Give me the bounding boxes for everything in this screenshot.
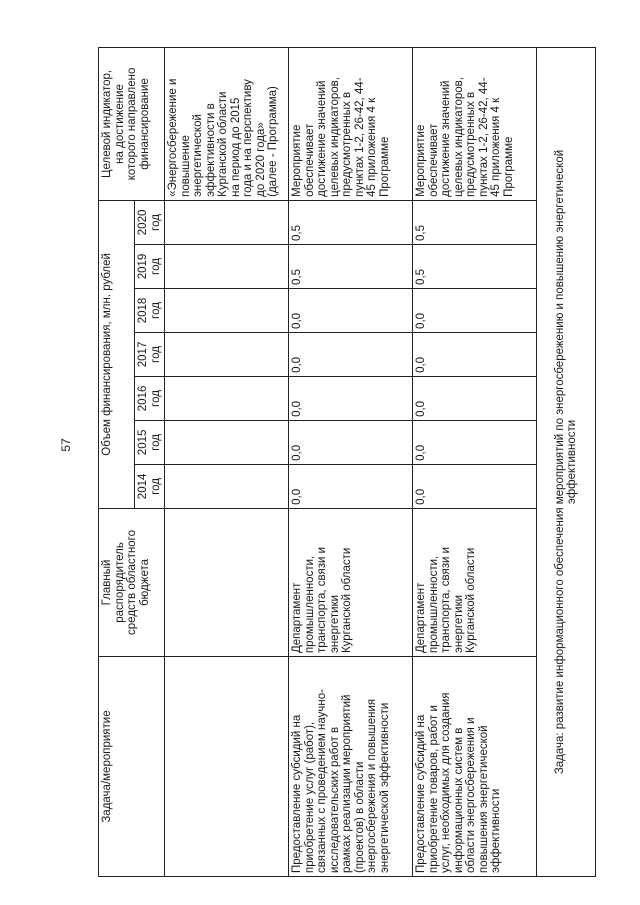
header-year: 2014 год <box>135 464 165 508</box>
funding-value: 0,0 <box>289 376 413 420</box>
funding-value: 0,0 <box>413 332 537 376</box>
task-text: Предоставление субсидий на приобретение услуг (работ), связанных с проведением научно- исследовательских работ в рамках реализации мероприятий (проектов) в области энергосбережения и повышения энергетической эффективности <box>289 657 413 877</box>
rotated-page-content <box>98 47 596 877</box>
funding-value: 0,0 <box>413 376 537 420</box>
funding-value: 0,5 <box>289 244 413 288</box>
table-row <box>413 48 537 877</box>
header-funding: Объем финансирования, млн. рублей <box>99 200 135 508</box>
target-text: Мероприятие обеспечивает достижение значений целевых индикаторов, предусмотренных в пунктах 1-2, 26-42, 44- 45 приложения 4 к Программе <box>413 48 537 201</box>
task-text: Предоставление субсидий на приобретение товаров, работ и услуг, необходимых для создания информационных систем в области энергосбережения и повышения энергетической эффективности <box>413 657 537 877</box>
funding-value: 0,5 <box>289 200 413 244</box>
funding-value: 0,0 <box>289 288 413 332</box>
manager-text: Департамент промышленности, транспорта, связи и энергетики Курганской области <box>289 508 413 656</box>
section-row <box>537 48 596 877</box>
header-year: 2018 год <box>135 288 165 332</box>
header-year: 2020 год <box>135 200 165 244</box>
header-target: Целевой индикатор, на достижение которого направлено финансирование <box>99 48 165 201</box>
header-year: 2017 год <box>135 332 165 376</box>
header-year: 2016 год <box>135 376 165 420</box>
table-row <box>165 48 289 877</box>
first-target-text: «Энергосбережение и повышение энергетической эффективности в Курганской области на период до 2015 года и на перспективу до 2020 года» (далее - Программа) <box>165 48 289 201</box>
funding-value: 0,5 <box>413 200 537 244</box>
table-row <box>289 48 413 877</box>
funding-value: 0,0 <box>413 464 537 508</box>
section-task-text: Задача: развитие информационного обеспечения мероприятий по энергосбережению и повышению энергетической эффективности <box>537 48 596 877</box>
funding-value: 0,0 <box>289 332 413 376</box>
manager-text: Департамент промышленности, транспорта, связи и энергетики Курганской области <box>413 508 537 656</box>
funding-value: 0,5 <box>413 244 537 288</box>
page-number: 57 <box>59 438 73 452</box>
header-manager: Главный распорядитель средств областного бюджета <box>99 508 165 656</box>
target-text: Мероприятие обеспечивает достижение значений целевых индикаторов, предусмотренных в пунктах 1-2, 26-42, 44- 45 приложения 4 к Программе <box>289 48 413 201</box>
header-year: 2015 год <box>135 420 165 464</box>
header-year: 2019 год <box>135 244 165 288</box>
funding-value: 0,0 <box>413 288 537 332</box>
funding-value: 0,0 <box>413 420 537 464</box>
funding-value: 0,0 <box>289 464 413 508</box>
header-task: Задача/мероприятие <box>99 657 165 877</box>
funding-value: 0,0 <box>289 420 413 464</box>
funding-table <box>98 47 596 877</box>
